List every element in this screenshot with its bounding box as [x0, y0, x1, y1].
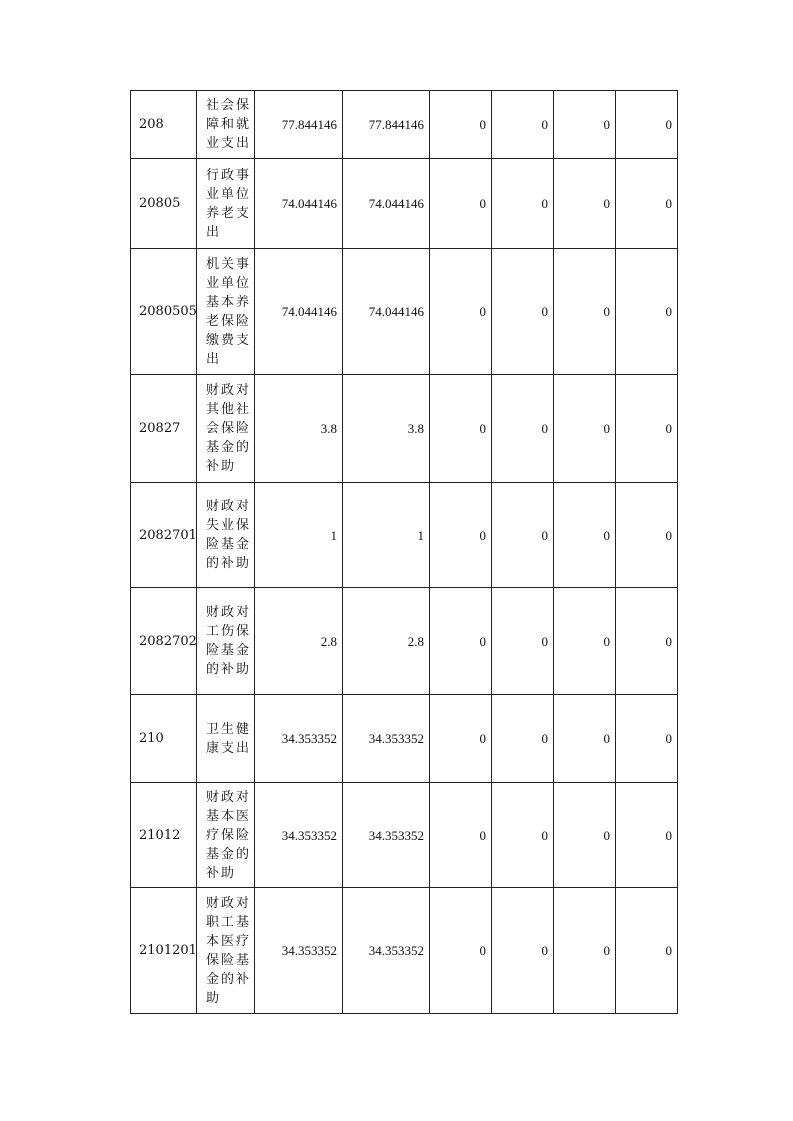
cell-name: 行政事业单位养老支出 — [197, 159, 255, 249]
cell-name: 社会保障和就业支出 — [197, 91, 255, 159]
cell-value: 0 — [492, 483, 554, 588]
cell-code: 2082701 — [131, 483, 197, 588]
cell-code: 20805 — [131, 159, 197, 249]
cell-value: 0 — [430, 483, 492, 588]
cell-name: 机关事业单位基本养老保险缴费支出 — [197, 249, 255, 375]
cell-total: 77.844146 — [255, 91, 343, 159]
cell-value: 0 — [554, 159, 616, 249]
cell-code: 208 — [131, 91, 197, 159]
table-row — [131, 91, 678, 159]
cell-value: 0 — [554, 249, 616, 375]
cell-total: 74.044146 — [255, 159, 343, 249]
cell-value: 0 — [430, 249, 492, 375]
cell-code: 2101201 — [131, 888, 197, 1014]
cell-value: 0 — [430, 159, 492, 249]
cell-value: 0 — [430, 888, 492, 1014]
cell-value: 0 — [554, 375, 616, 483]
cell-value: 0 — [616, 375, 678, 483]
cell-value: 0 — [492, 888, 554, 1014]
table-row — [131, 249, 678, 375]
table-row — [131, 695, 678, 783]
table-row — [131, 159, 678, 249]
cell-value: 0 — [554, 91, 616, 159]
cell-basic: 34.353352 — [343, 695, 430, 783]
budget-table — [130, 90, 678, 1014]
cell-name: 财政对职工基本医疗保险基金的补助 — [197, 888, 255, 1014]
cell-value: 0 — [616, 91, 678, 159]
cell-value: 0 — [430, 91, 492, 159]
cell-code: 210 — [131, 695, 197, 783]
cell-name: 财政对工伤保险基金的补助 — [197, 588, 255, 695]
cell-value: 0 — [492, 695, 554, 783]
cell-name: 财政对其他社会保险基金的补助 — [197, 375, 255, 483]
cell-total: 1 — [255, 483, 343, 588]
cell-value: 0 — [616, 588, 678, 695]
cell-value: 0 — [616, 483, 678, 588]
cell-code: 2082702 — [131, 588, 197, 695]
cell-basic: 2.8 — [343, 588, 430, 695]
cell-value: 0 — [554, 783, 616, 888]
cell-basic: 74.044146 — [343, 159, 430, 249]
table-row — [131, 483, 678, 588]
cell-value: 0 — [554, 695, 616, 783]
cell-name: 财政对基本医疗保险基金的补助 — [197, 783, 255, 888]
cell-value: 0 — [554, 588, 616, 695]
cell-value: 0 — [492, 588, 554, 695]
cell-name: 财政对失业保险基金的补助 — [197, 483, 255, 588]
cell-value: 0 — [616, 783, 678, 888]
table-row — [131, 375, 678, 483]
cell-value: 0 — [616, 159, 678, 249]
cell-value: 0 — [492, 249, 554, 375]
cell-basic: 34.353352 — [343, 888, 430, 1014]
cell-value: 0 — [554, 888, 616, 1014]
cell-basic: 3.8 — [343, 375, 430, 483]
cell-value: 0 — [492, 783, 554, 888]
cell-total: 34.353352 — [255, 888, 343, 1014]
cell-total: 74.044146 — [255, 249, 343, 375]
cell-value: 0 — [430, 695, 492, 783]
cell-value: 0 — [492, 375, 554, 483]
cell-value: 0 — [554, 483, 616, 588]
cell-total: 2.8 — [255, 588, 343, 695]
table-row — [131, 783, 678, 888]
table-row — [131, 588, 678, 695]
cell-basic: 34.353352 — [343, 783, 430, 888]
cell-total: 3.8 — [255, 375, 343, 483]
cell-total: 34.353352 — [255, 695, 343, 783]
cell-name: 卫生健康支出 — [197, 695, 255, 783]
cell-value: 0 — [616, 249, 678, 375]
cell-value: 0 — [616, 888, 678, 1014]
cell-value: 0 — [492, 91, 554, 159]
cell-code: 20827 — [131, 375, 197, 483]
cell-value: 0 — [430, 375, 492, 483]
cell-code: 2080505 — [131, 249, 197, 375]
cell-value: 0 — [430, 588, 492, 695]
cell-code: 21012 — [131, 783, 197, 888]
cell-value: 0 — [616, 695, 678, 783]
cell-total: 34.353352 — [255, 783, 343, 888]
cell-value: 0 — [430, 783, 492, 888]
table-row — [131, 888, 678, 1014]
cell-basic: 74.044146 — [343, 249, 430, 375]
cell-basic: 1 — [343, 483, 430, 588]
cell-basic: 77.844146 — [343, 91, 430, 159]
cell-value: 0 — [492, 159, 554, 249]
